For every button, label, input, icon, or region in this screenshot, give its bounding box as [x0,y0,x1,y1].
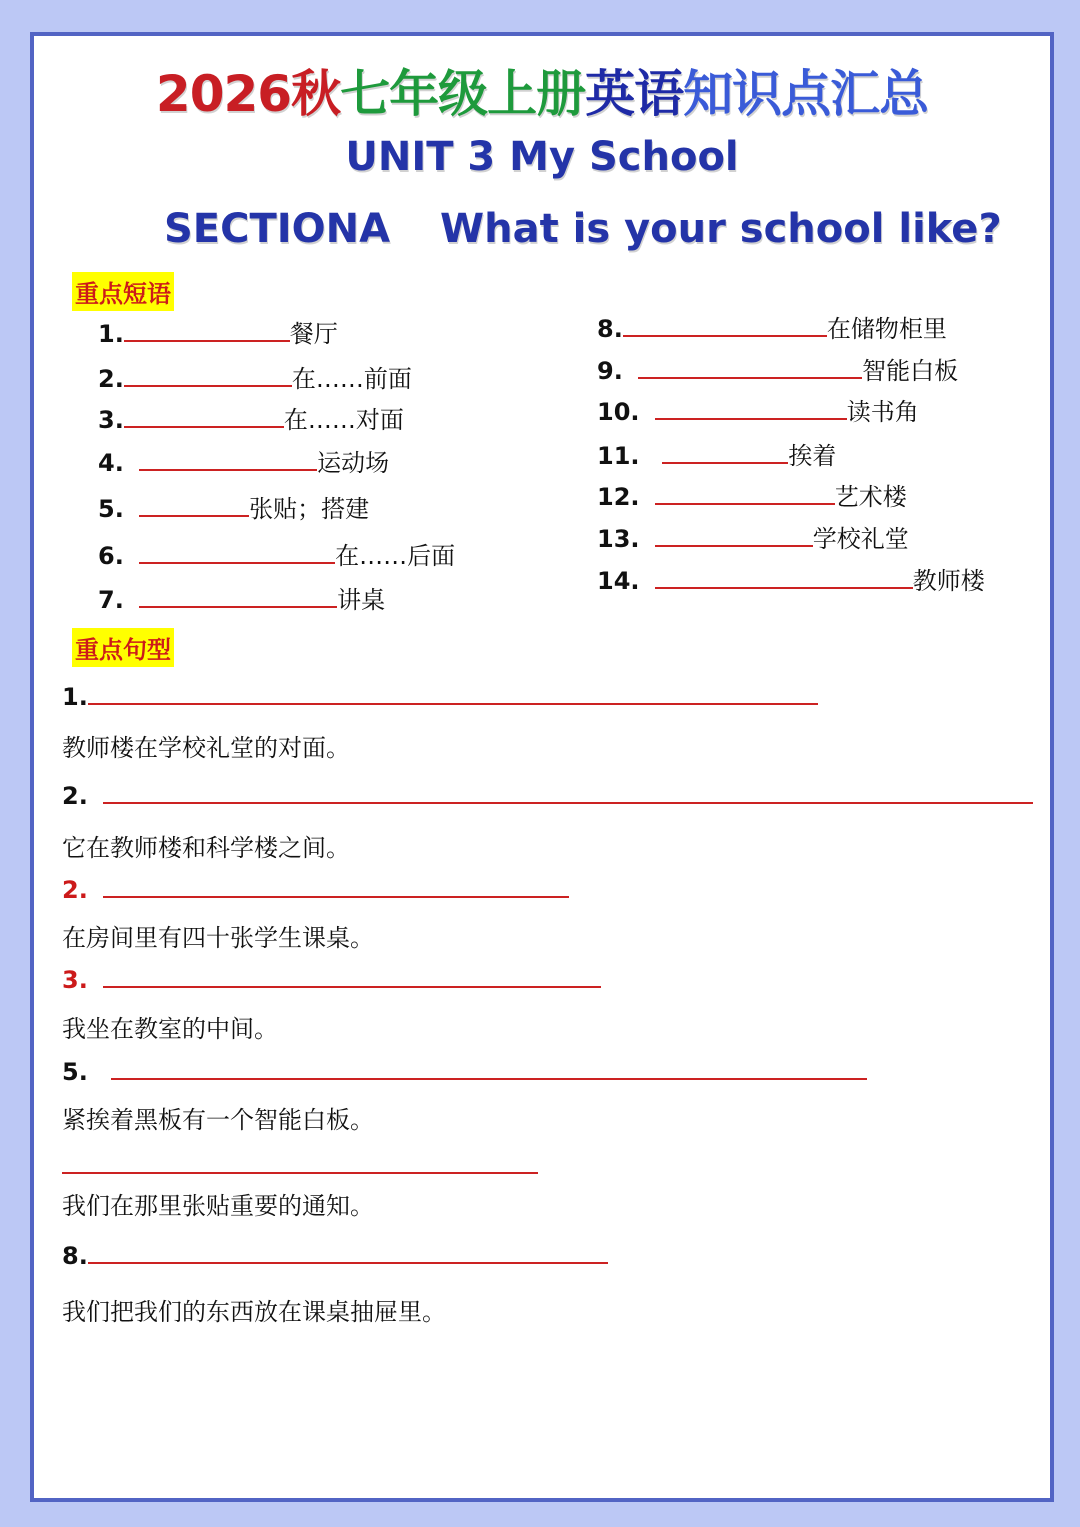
sentences-heading: 重点句型 [72,628,174,667]
title-subject: 英语 [585,65,684,123]
phrase-number: 13. [597,525,640,553]
answer-blank[interactable] [655,521,813,547]
phrase-number: 9. [597,357,623,385]
sentence-item [62,679,818,711]
unit-title: UNIT 3 My School [345,134,739,180]
phrase-meaning: 在储物柜里 [826,315,947,343]
phrase-meaning: 学校礼堂 [812,525,909,553]
phrase-item [98,489,369,524]
phrase-meaning: 张贴；搭建 [249,495,370,523]
sentence-meaning: 紧挨着黑板有一个智能白板。 [62,1106,374,1134]
phrase-item [98,536,455,571]
answer-blank[interactable] [103,962,601,988]
phrase-meaning: 运动场 [317,449,390,477]
sentence-meaning: 教师楼在学校礼堂的对面。 [62,734,350,762]
phrase-item [597,351,958,386]
sentence-meaning: 我们把我们的东西放在课桌抽屉里。 [62,1298,446,1326]
page-title [34,54,1050,126]
answer-blank[interactable] [124,316,290,342]
phrase-item [98,580,385,615]
phrase-number: 4. [98,449,124,477]
phrase-meaning: 教师楼 [912,567,985,595]
answer-blank[interactable] [655,479,835,505]
title-year: 2026秋 [155,65,341,123]
answer-blank[interactable] [139,582,337,608]
phrase-number: 2. [98,365,124,393]
title-grade: 七年级上册 [340,65,586,123]
phrase-meaning: 在……后面 [335,542,456,570]
answer-blank[interactable] [139,491,249,517]
phrase-number: 14. [597,567,640,595]
sentence-number: 1. [62,683,88,711]
answer-blank[interactable] [103,778,1033,804]
phrase-meaning: 挨着 [788,442,837,470]
section-name: SECTIONA [164,206,391,252]
phrase-item [98,314,338,349]
sentence-meaning: 它在教师楼和科学楼之间。 [62,834,350,862]
phrase-number: 12. [597,483,640,511]
answer-blank[interactable] [139,538,335,564]
phrase-meaning: 在……对面 [283,406,404,434]
phrase-item [597,309,947,344]
phrase-number: 5. [98,495,124,523]
answer-blank[interactable] [62,1148,538,1174]
phrase-number: 3. [98,406,124,434]
answer-blank[interactable] [623,311,827,337]
phrase-number: 6. [98,542,124,570]
sentence-item [62,872,569,904]
answer-blank[interactable] [124,361,292,387]
phrase-number: 10. [597,398,640,426]
section-question: What is your school like? [440,206,1002,252]
worksheet-page [30,32,1054,1502]
sentence-item [62,778,1033,810]
answer-blank[interactable] [638,353,862,379]
answer-blank[interactable] [88,679,818,705]
sentence-item [62,1148,538,1180]
phrase-number: 7. [98,586,124,614]
sentence-number: 2. [62,876,88,904]
answer-blank[interactable] [124,402,284,428]
phrase-item [597,392,919,427]
answer-blank[interactable] [103,872,569,898]
sentence-item [62,1238,608,1270]
answer-blank[interactable] [139,445,317,471]
answer-blank[interactable] [88,1238,608,1264]
title-summary: 知识点汇总 [683,65,929,123]
phrase-meaning: 在……前面 [291,365,412,393]
phrase-number: 11. [597,442,640,470]
sentence-meaning: 我们在那里张贴重要的通知。 [62,1192,374,1220]
answer-blank[interactable] [655,563,913,589]
phrase-item [597,477,907,512]
phrase-item [597,436,836,471]
phrase-meaning: 讲桌 [337,586,386,614]
phrase-item [597,561,985,596]
phrase-meaning: 智能白板 [862,357,959,385]
sentence-meaning: 在房间里有四十张学生课桌。 [62,924,374,952]
phrase-meaning: 餐厅 [289,320,338,348]
phrase-number: 8. [597,315,623,343]
sentence-item [62,962,601,994]
sentence-meaning: 我坐在教室的中间。 [62,1015,278,1043]
phrase-meaning: 读书角 [846,398,919,426]
answer-blank[interactable] [111,1054,867,1080]
answer-blank[interactable] [662,438,788,464]
phrase-item [98,443,389,478]
sentence-number: 3. [62,966,88,994]
sentence-number: 8. [62,1242,88,1270]
phrase-meaning: 艺术楼 [834,483,907,511]
answer-blank[interactable] [655,394,847,420]
sentence-number: 2. [62,782,88,810]
phrase-number: 1. [98,320,124,348]
sentence-item [62,1054,867,1086]
phrase-item [98,400,404,435]
phrase-item [597,519,909,554]
phrase-item [98,359,412,394]
sentence-number: 5. [62,1058,88,1086]
phrases-heading: 重点短语 [72,272,174,311]
